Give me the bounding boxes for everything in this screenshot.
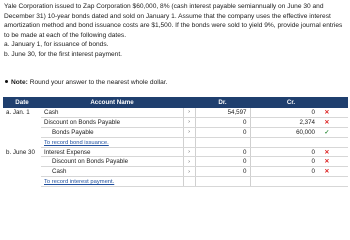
- account-name-select[interactable]: Discount on Bonds Payable: [41, 117, 183, 127]
- table-row: [3, 108, 348, 117]
- empty-cell[interactable]: [183, 177, 195, 187]
- entry-date: [3, 117, 41, 127]
- entry-date: b. June 30: [6, 148, 35, 156]
- credit-input[interactable]: 2,374: [264, 117, 318, 127]
- credit-input[interactable]: 0: [264, 167, 318, 177]
- chevron-right-icon[interactable]: ›: [183, 117, 195, 127]
- note-text: Round your answer to the nearest whole dollar.: [27, 79, 168, 86]
- bullet-icon: [5, 80, 8, 83]
- account-name-select[interactable]: Cash: [41, 167, 183, 177]
- table-row: [3, 147, 348, 157]
- credit-input[interactable]: 60,000: [264, 127, 318, 137]
- x-icon: ✕: [324, 158, 330, 166]
- chevron-right-icon[interactable]: ›: [183, 147, 195, 157]
- rounding-note: [4, 79, 168, 86]
- entry-description-link[interactable]: To record interest payment.: [44, 179, 115, 186]
- debit-input[interactable]: 0: [195, 147, 250, 157]
- empty-cell: [195, 177, 250, 187]
- credit-input[interactable]: 0: [264, 108, 318, 117]
- empty-cell[interactable]: [183, 137, 195, 147]
- debit-input[interactable]: 0: [195, 157, 250, 167]
- account-name-select[interactable]: Discount on Bonds Payable: [41, 157, 183, 167]
- problem-text: Yale Corporation issued to Zap Corporation $60,000, 8% (cash interest payable semiannually on June 30 and December 31) 10-year bonds dated and sold on January 1. Assume that the company uses the effective interest amortization method and bond issuance costs are $1,500. If the bonds were sold to yield 9%, provide journal entries to be made at each of the following dates.: [4, 3, 343, 39]
- debit-input[interactable]: 54,597: [195, 108, 250, 117]
- note-label: Note:: [11, 79, 28, 86]
- x-icon: ✕: [324, 168, 330, 176]
- debit-input[interactable]: 0: [195, 127, 250, 137]
- x-icon: ✕: [324, 108, 330, 116]
- table-row: [3, 127, 348, 137]
- empty-cell: [264, 177, 318, 187]
- entry-description-row: [3, 137, 348, 147]
- entry-date: [3, 167, 41, 177]
- chevron-right-icon[interactable]: ›: [183, 108, 195, 117]
- part-b: b. June 30, for the first interest payment.: [4, 50, 123, 58]
- entry-description-row: [3, 177, 348, 187]
- header-account: Account Name: [41, 97, 183, 108]
- chevron-right-icon[interactable]: ›: [183, 157, 195, 167]
- account-name-select[interactable]: Cash: [41, 108, 183, 117]
- empty-cell: [195, 137, 250, 147]
- header-date: Date: [3, 97, 41, 108]
- x-icon: ✕: [324, 148, 330, 156]
- problem-statement: [4, 2, 348, 60]
- entry-date: [3, 127, 41, 137]
- chevron-right-icon[interactable]: ›: [183, 127, 195, 137]
- credit-input[interactable]: 0: [264, 157, 318, 167]
- debit-input[interactable]: 0: [195, 117, 250, 127]
- table-header: [3, 97, 348, 108]
- table-row: [3, 117, 348, 127]
- journal-entry-table: [3, 97, 348, 187]
- account-name-select[interactable]: Interest Expense: [41, 147, 183, 157]
- x-icon: ✕: [324, 118, 330, 126]
- header-dr: Dr.: [195, 97, 250, 108]
- table-row: [3, 157, 348, 167]
- chevron-right-icon[interactable]: ›: [183, 167, 195, 177]
- entry-date: [3, 157, 41, 167]
- entry-date: [3, 177, 41, 187]
- header-cr: Cr.: [264, 97, 318, 108]
- credit-input[interactable]: 0: [264, 147, 318, 157]
- debit-input[interactable]: 0: [195, 167, 250, 177]
- entry-date: a. Jan. 1: [6, 109, 30, 117]
- entry-date: [3, 137, 41, 147]
- table-row: [3, 167, 348, 177]
- entry-description-link[interactable]: To record bond issuance.: [44, 139, 109, 146]
- empty-cell: [264, 137, 318, 147]
- part-a: a. January 1, for issuance of bonds.: [4, 41, 109, 49]
- account-name-select[interactable]: Bonds Payable: [41, 127, 183, 137]
- check-icon: ✓: [324, 128, 330, 136]
